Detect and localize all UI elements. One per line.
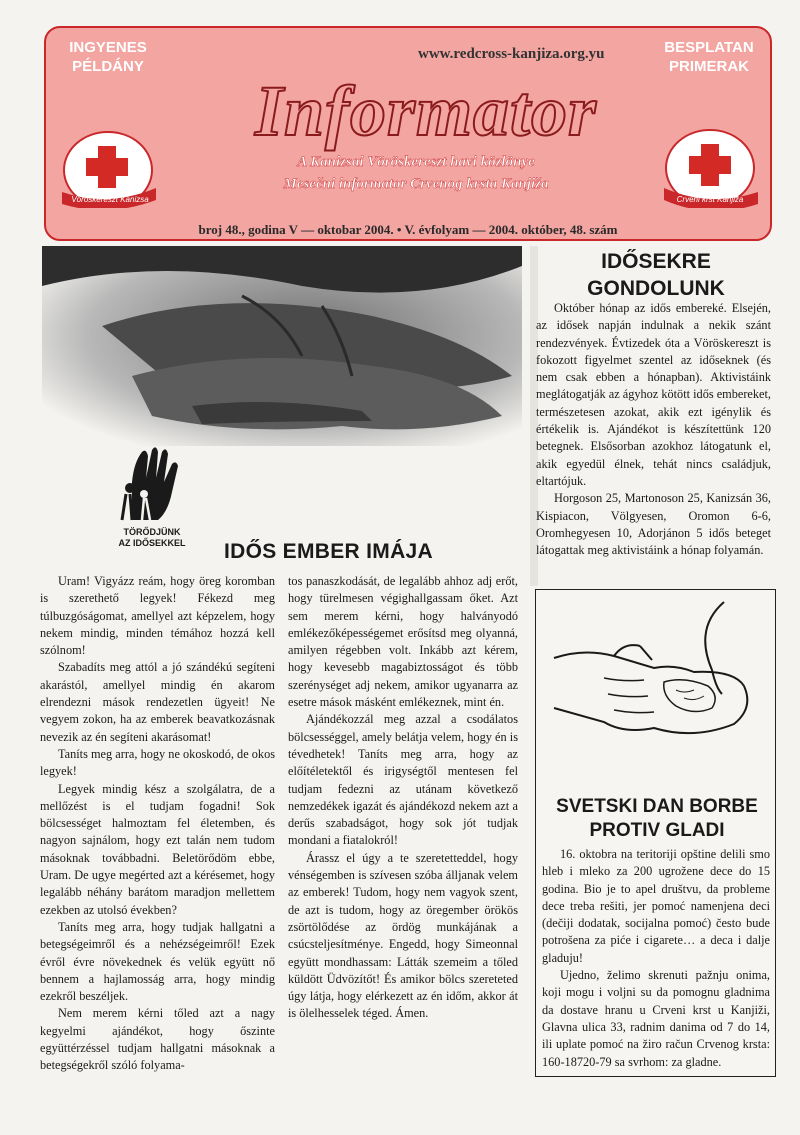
red-cross-badge-right [658,128,762,208]
subtitle-serbian: Mesečni informator Crvenog krsta Kanjiža [283,176,549,192]
paragraph: Taníts meg arra, hogy ne okoskodó, de okos legyek! [40,746,275,779]
badge-label-right: Crveni krst Kanjiža [676,195,744,204]
paragraph: Uram! Vigyázz reám, hogy öreg koromban is szerethető legyek! Fékezd meg túlbuzgóságomat, amellyel azt képzelem, hogy nekem mindig, minden témához hozzá kell szólnom! [40,574,275,658]
paragraph: Ujedno, želimo skrenuti pažnju onima, koji mogu i voljni su da pomognu gladnima da dostave hranu u Crveni krst u Kanjiži, Glavna ulica 33, radnim danima od 7 do 14, ili uplate pomoć na žiro račun Crvenog krsta: 160-18720-79 sa svrhom: za gladne. [542,968,770,1069]
paragraph: Nem merem kérni tőled azt a nagy kegyelmi ajándékot, hogy őszinte együttérzéssel tudjam hallgatni másoknak a betegségekről szóló folyama- [40,1006,275,1073]
article-headline-hunger-day: SVETSKI DAN BORBE PROTIV GLADI [556,796,758,841]
article-hunger-day-body [542,846,770,1071]
elderly-hands-icon [112,442,192,522]
logo-text-line1: TÖRŐDJÜNK [123,527,181,537]
paragraph: Október hónap az idős embereké. Elsején, az idősek napján indulnak a nekik szánt rendezvények. Évtizedek óta a Vöröskereszt is fokozott figyelmet szentel az időseknek (és nem csak ebben a hónapban). Aktivistáink meglátogatják az ágyhoz kötött idős embereket, természetesen azokat, akik ezt igénylik és értékelik is. Ajándékot is készítettünk 120 betegnek. Elsősorban azokhoz látogatunk el, akik egyedül élnek, tehát nincs családjuk, eltartójuk. [536,301,771,488]
masthead [44,26,772,241]
article-prayer-column-2 [288,573,518,1023]
paragraph: Árassz el úgy a te szeretetteddel, hogy vénségemben is szívesen szóba álljanak velem az emberek! Tudom, hogy nem vagyok szent, de azt is tudom, hogy az öregember örökös zsörtölődése az ördög munkájának a csúcsteljesítménye. Engedd, hogy Simeonnal együtt mondhassam: Látták szemeim a tőled küldött Üdvözítőt! És amikor bölcs szereteted úgy látja, hogy elérkezett az én időm, akkor át is ölelhesselek téged. Ámen. [288,850,518,1021]
paragraph: Taníts meg arra, hogy tudjak hallgatni a betegségeimről és a nehézségeimről! Ezek évről évre növekednek és velük együtt nő bennem a hajlamosság arra, hogy mindig ezekről beszéljek. [40,919,275,1004]
paragraph: Horgoson 25, Martonoson 25, Kanizsán 36, Kispiacon, Völgyesen, Oromon 6-6, Oromhegyesen 10, Adorjánon 5 idős beteget látogattak meg aktivistáink a hónap folyamán. [536,491,771,558]
newsletter-title: Informator [254,71,598,151]
article-elderly-body [536,300,771,559]
free-copy-label-sr: BESPLATAN PRIMERAK [664,39,754,75]
free-copy-label-hu: INGYENES PÉLDÁNY [69,39,147,75]
logo-text-line2: AZ IDŐSEKKEL [118,538,186,548]
article-headline-elderly: IDŐSEKRE GONDOLUNK [587,250,725,300]
badge-label-left: Vöröskereszt Kanizsa [71,195,149,204]
hand-with-bowl-icon [544,598,766,750]
paragraph: 16. oktobra na teritoriji opštine delili smo hleb i mleko za 200 ugrožene dece do 15 godina. Bio je to apel društvu, da probleme dece treba rešiti, jer pomoć namenjena deci (dečiji dodatak, socijalna pomoć) često bude potrošena za piće i cigarete… a deca i dalje gladuju! [542,847,770,965]
paragraph-continued: tos panaszkodását, de legalább ahhoz adj erőt, hogy türelmesen végighallgassam őket. Azt sem merem kérni, hogy halványodó emlékezőképességemet erősítsd meg olyanná, amilyen régebben volt. Inkább azt kérem, hogy kevesebb magabiztosságot és több szerénységet adj nekem, amikor ugyanarra az esetre mások másként emlékeznek, mint én. [288,574,518,710]
issue-line: broj 48., godina V — oktobar 2004. • V. évfolyam — 2004. október, 48. szám [198,222,618,237]
article-prayer-column-1 [40,573,275,1075]
paragraph: Ajándékozzál meg azzal a csodálatos bölcsességgel, amely belátja velem, hogy én is tévedhetek! Taníts meg arra, hogy az előítéletektől és irigységtől mentesen fel tudjam fedezni az utánam következő nemzedékek igazát és ajándékozd nekem azt a derűs szabadságot, hogy sok jót tudjak mondani a fiatalokról! [288,712,518,848]
article-headline-prayer: IDŐS EMBER IMÁJA [224,540,433,563]
care-for-elderly-logo [112,442,192,554]
subtitle-hungarian: A Kanizsai Vöröskereszt havi közlönye [297,154,535,170]
paragraph: Szabadíts meg attól a jó szándékú segíteni akarástól, amellyel mindig én akarom elrendezni mások rendezetlen ügyeit! Ne vegyem zokon, ha az emberek beavatkozásnak nevezik az én segíteni akarásomat! [40,660,275,744]
red-cross-badge-left [58,128,162,208]
paragraph: Legyek mindig kész a szolgálatra, de a mellőzést is el tudjam fogadni! Sok bölcsességet halmoztam fel életemben, és nagyon sajnálom, hogy ezt talán nem tudom másoknak továbbadni. Beletörődöm ebbe, Uram. De ugye megérted azt a kérésemet, hogy legalább néhány barátom maradjon mellettem ezekben az utolsó években? [40,781,275,917]
website-url[interactable]: www.redcross-kanjiza.org.yu [418,46,605,62]
